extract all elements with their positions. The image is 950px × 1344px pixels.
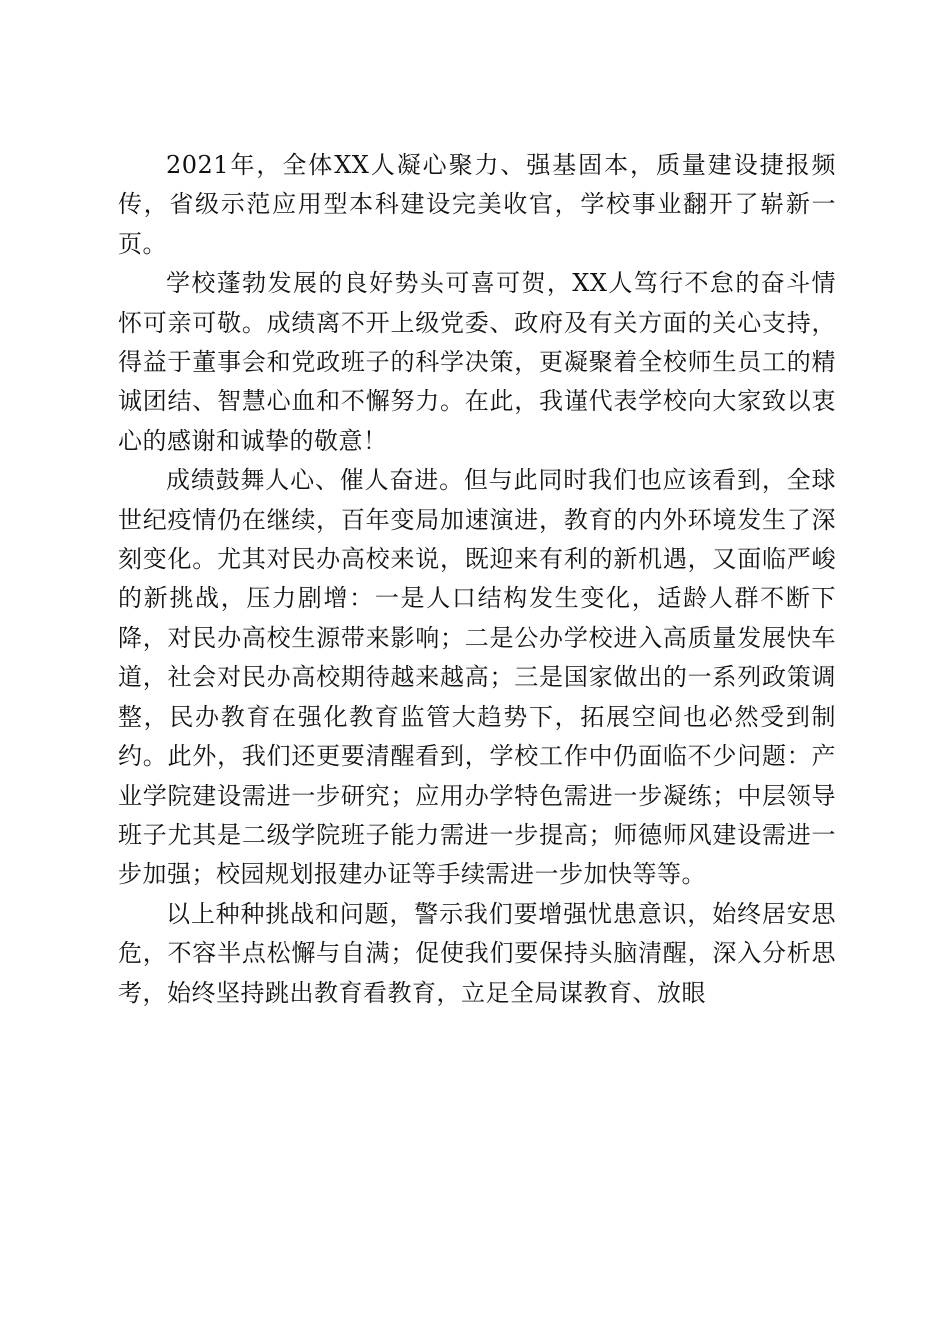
paragraph-2: 学校蓬勃发展的良好势头可喜可贺，XX人笃行不怠的奋斗情怀可亲可敬。成绩离不开上级党委、政府及有关方面的关心支持，得益于董事会和党政班子的科学决策，更凝聚着全校师生员工的精诚团结、智慧心血和不懈努力。在此，我谨代表学校向大家致以衷心的感谢和诚挚的敬意！ xyxy=(118,269,836,455)
paragraph-1: 2021年，全体XX人凝心聚力、强基固本，质量建设捷报频传，省级示范应用型本科建设完美收官，学校事业翻开了崭新一页。 xyxy=(118,151,836,258)
paragraph-4: 以上种种挑战和问题，警示我们要增强忧患意识，始终居安思危，不容半点松懈与自满；促使我们要保持头脑清醒，深入分析思考，始终坚持跳出教育看教育，立足全局谋教育、放眼 xyxy=(118,899,836,1007)
paragraph-3: 成绩鼓舞人心、催人奋进。但与此同时我们也应该看到，全球世纪疫情仍在继续，百年变局加速演进，教育的内外环境发生了深刻变化。尤其对民办高校来说，既迎来有利的新机遇，又面临严峻的新挑战，压力剧增：一是人口结构发生变化，适龄人群不断下降，对民办高校生源带来影响；二是公办学校进入高质量发展快车道，社会对民办高校期待越来越高；三是国家做出的一系列政策调整，民办教育在强化教育监管大趋势下，拓展空间也必然受到制约。此外，我们还更要清醒看到，学校工作中仍面临不少问题：产业学院建设需进一步研究；应用办学特色需进一步凝练；中层领导班子尤其是二级学院班子能力需进一步提高；师德师风建设需进一步加强；校园规划报建办证等手续需进一步加快等等。 xyxy=(118,466,836,889)
document-body xyxy=(118,146,836,1013)
